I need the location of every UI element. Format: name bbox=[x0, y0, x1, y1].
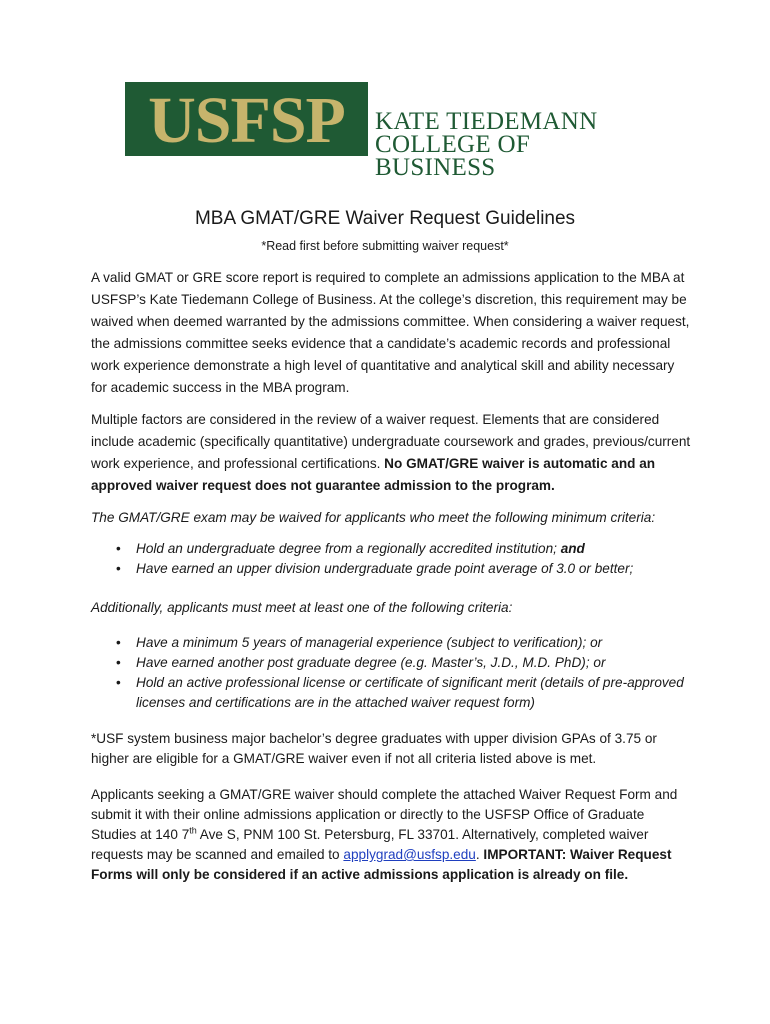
ordinal-suffix: th bbox=[189, 825, 197, 836]
minimum-criteria-intro-text: The GMAT/GRE exam may be waived for applicants who meet the following minimum criteria: bbox=[91, 510, 656, 525]
document-subtitle: *Read first before submitting waiver request* bbox=[261, 239, 509, 253]
email-link[interactable]: applygrad@usfsp.edu bbox=[343, 847, 476, 862]
list-item-text: Have earned another post graduate degree (e.g. Master’s, J.D., M.D. PhD); or bbox=[136, 655, 606, 670]
logo-line-1: KATE TIEDEMANN bbox=[375, 108, 598, 135]
logo-mark-text: USFSP bbox=[148, 84, 345, 157]
submission-text-1: Applicants seeking a GMAT/GRE waiver should complete the attached Waiver Request Form and submit it with their online admissions application or directly to the USFSP Office of Graduate Studies at 140 7 bbox=[91, 787, 678, 842]
list-item-text: Have a minimum 5 years of managerial experience (subject to verification); or bbox=[136, 635, 603, 650]
factors-text: Multiple factors are considered in the review of a waiver request. Elements that are considered include academic (specifically quantitative) undergraduate coursework and grades, previous/current work experience, and professional certifications. bbox=[91, 412, 691, 471]
list-item bbox=[136, 673, 691, 713]
list-item bbox=[136, 559, 691, 579]
list-item-text: Have earned an upper division undergraduate grade point average of 3.0 or better; bbox=[136, 561, 634, 576]
important-note: IMPORTANT: Waiver Request Forms will only be considered if an active admissions application is already on file. bbox=[91, 847, 672, 882]
minimum-criteria-list bbox=[91, 539, 691, 579]
factors-bold-text: No GMAT/GRE waiver is automatic and an approved waiver request does not guarantee admission to the program. bbox=[91, 456, 656, 493]
logo-college-name bbox=[375, 110, 645, 179]
additional-criteria-intro-text: Additionally, applicants must meet at least one of the following criteria: bbox=[91, 600, 513, 615]
list-item-text: Hold an undergraduate degree from a regionally accredited institution; bbox=[136, 541, 561, 556]
college-logo bbox=[125, 82, 645, 181]
document-title: MBA GMAT/GRE Waiver Request Guidelines bbox=[194, 208, 576, 229]
usfsp-logo-mark bbox=[125, 82, 368, 156]
intro-paragraph: A valid GMAT or GRE score report is required to complete an admissions application to the MBA at USFSP’s Kate Tiedemann College of Business. At the college’s discretion, this requirement may be waived when deemed warranted by the admissions committee. When considering a waiver request, the admissions committee seeks evidence that a candidate’s academic records and professional work experience demonstrate a high level of quantitative and analytical skill and ability necessary for academic success in the MBA program. bbox=[91, 270, 690, 395]
additional-criteria-intro bbox=[91, 597, 691, 619]
submission-text-3: . bbox=[475, 847, 484, 862]
submission-paragraph bbox=[91, 785, 691, 885]
list-item-text: Hold an active professional license or certificate of significant merit (details of pre-approved licenses and certifications are in the attached waiver request form) bbox=[136, 675, 684, 710]
additional-criteria-list bbox=[91, 633, 691, 713]
submission-text-2: Ave S, PNM 100 St. Petersburg, FL 33701. Alternatively, completed waiver requests may be scanned and emailed to bbox=[91, 827, 649, 862]
document-body bbox=[91, 267, 691, 895]
list-item bbox=[136, 653, 691, 673]
list-item bbox=[136, 539, 691, 559]
logo-line-2: COLLEGE OF BUSINESS bbox=[375, 131, 531, 181]
usf-note: *USF system business major bachelor’s degree graduates with upper division GPAs of 3.75 or higher are eligible for a GMAT/GRE waiver even if not all criteria listed above is met. bbox=[91, 731, 657, 766]
list-item-bold: and bbox=[560, 541, 585, 556]
list-item bbox=[136, 633, 691, 653]
minimum-criteria-intro bbox=[91, 507, 691, 529]
factors-paragraph bbox=[91, 409, 691, 497]
